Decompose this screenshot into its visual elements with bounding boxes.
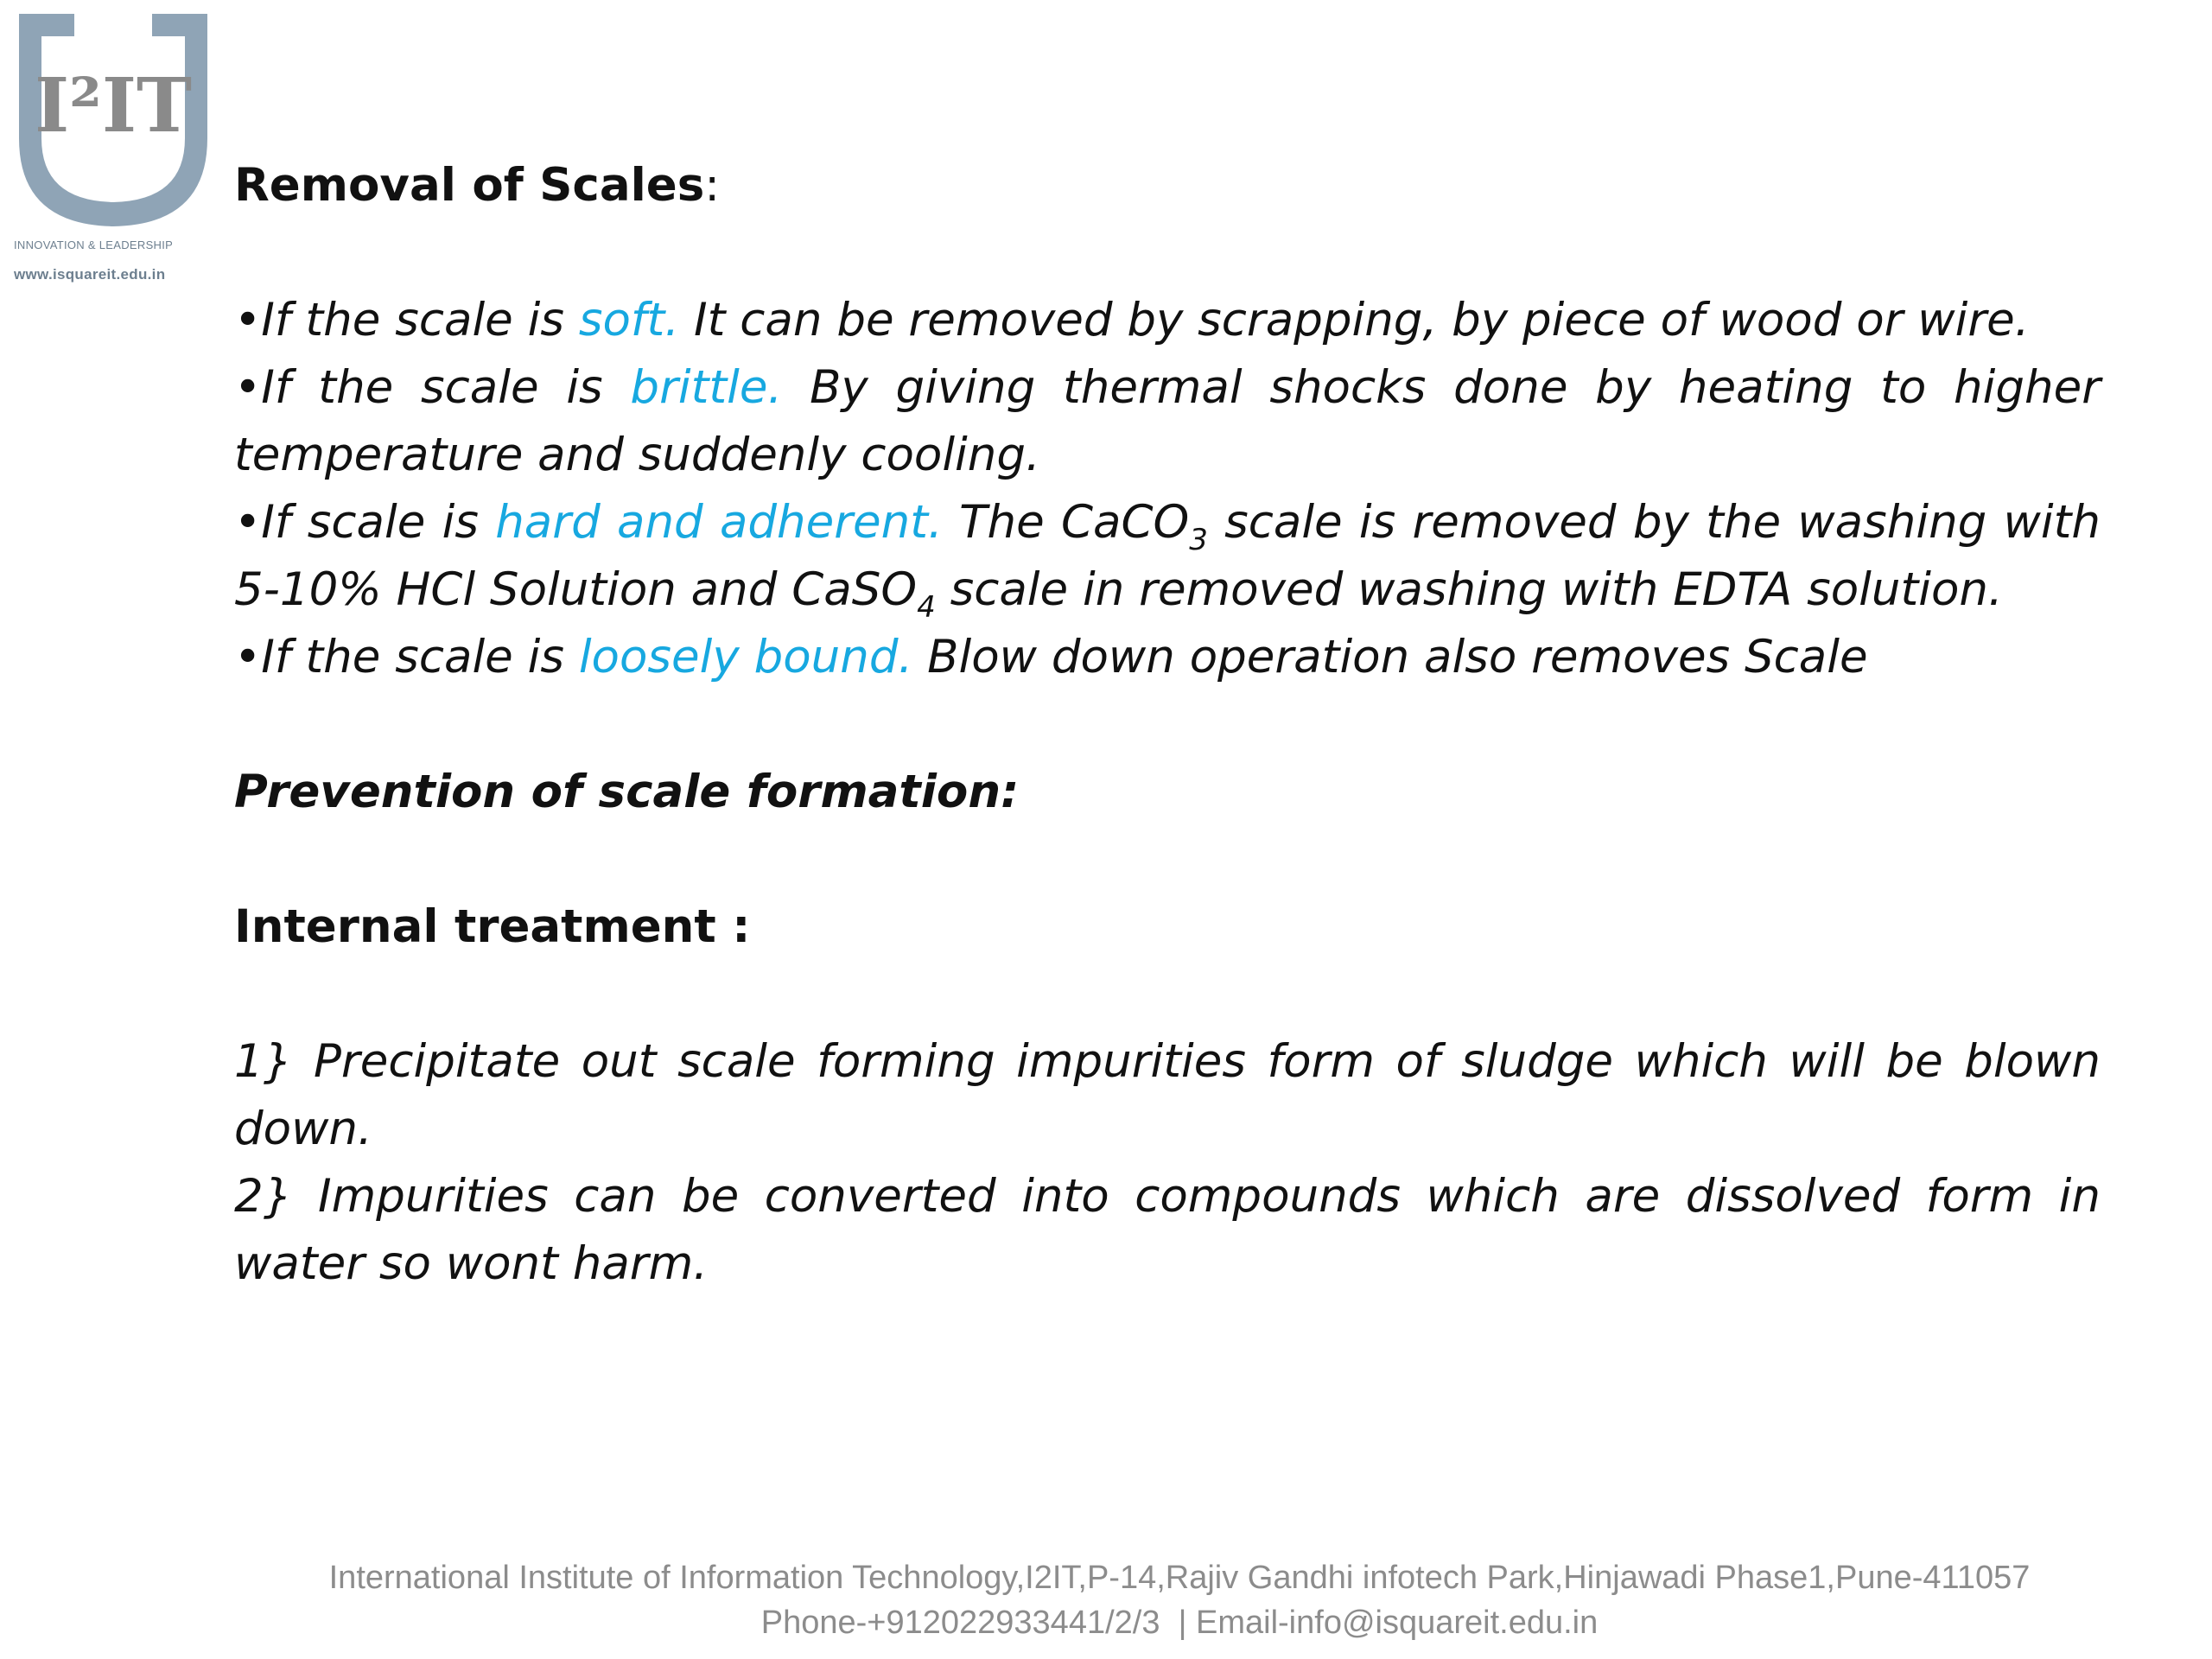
slide-content [234, 152, 2101, 1298]
prevention-heading: Prevention of scale formation: [234, 766, 1020, 818]
logo-tagline: INNOVATION & LEADERSHIP [14, 238, 174, 251]
footer-contact: Phone-+912022933441/2/3 | Email-info@isquareit.edu.in [760, 1605, 1599, 1641]
bullet-soft: •If the scale is soft. It can be removed by scrapping, by piece of wood or wire. [234, 294, 2030, 346]
footer [0, 1555, 2212, 1645]
treatment-item-1: 1} Precipitate out scale forming impurities form of sludge which will be blown down. [234, 1035, 2101, 1155]
internal-treatment-heading: Internal treatment : [234, 900, 751, 953]
highlight-hard: hard and adherent. [495, 496, 943, 549]
bullet-brittle: •If the scale is brittle. By giving thermal shocks done by heating to higher temperature and suddenly cooling. [234, 361, 2101, 481]
removal-heading: Removal of Scales: [234, 159, 721, 212]
footer-address: International Institute of Information Technology,I2IT,P-14,Rajiv Gandhi infotech Park,Hinjawadi Phase1,Pune-411057 [328, 1560, 2031, 1596]
logo-url: www.isquareit.edu.in [14, 266, 166, 283]
bullet-loose: •If the scale is loosely bound. Blow down operation also removes Scale [234, 631, 1868, 683]
logo-text: I²IT [34, 62, 193, 149]
highlight-brittle: brittle. [630, 361, 783, 414]
highlight-soft: soft. [578, 294, 680, 346]
institute-logo [14, 9, 213, 285]
logo-shield-icon [14, 9, 213, 233]
treatment-item-2: 2} Impurities can be converted into compounds which are dissolved form in water so wont harm. [234, 1170, 2101, 1290]
bullet-hard: •If scale is hard and adherent. The CaCO$_3$ scale is removed by the washing with 5-10% HCl Solution and CaSO$_4$ scale in removed washing with EDTA solution. [234, 496, 2101, 625]
highlight-loose: loosely bound. [578, 631, 913, 683]
